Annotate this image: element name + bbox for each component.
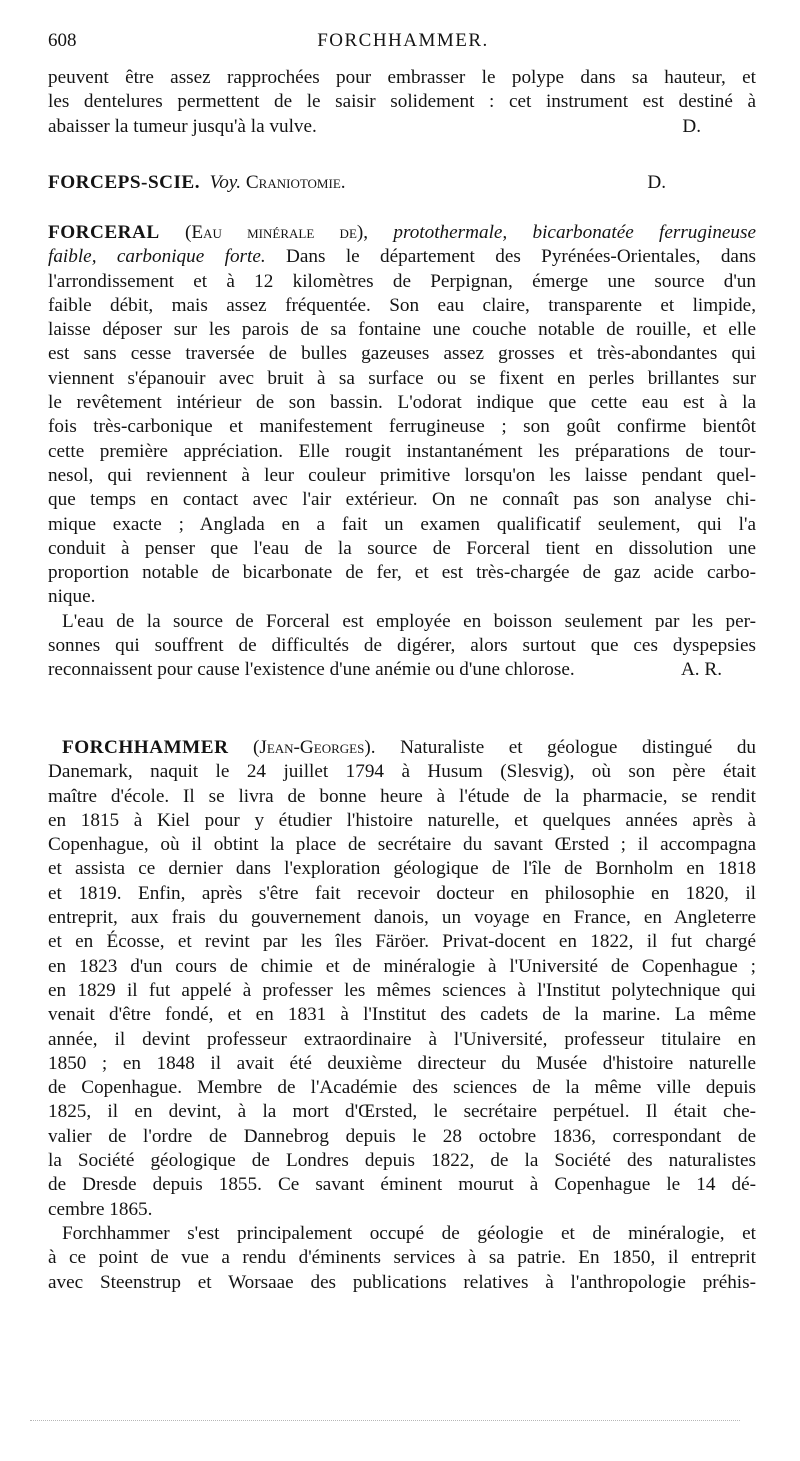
running-head xyxy=(48,30,758,56)
text-line-content: abaisser la tumeur jusqu'à la vulve. xyxy=(48,115,317,137)
see-also-label: Voy. xyxy=(209,172,242,193)
text-line: Copenhague, où il obtint la place de secrétaire du savant Œrsted ; il accompagna xyxy=(48,834,756,856)
text-line: peuvent être assez rapprochées pour embrasser le polype dans sa hauteur, et xyxy=(48,67,756,88)
text-line xyxy=(48,736,756,760)
text-line: année, il devint professeur extraordinaire à l'Université, professeur titulaire en xyxy=(48,1028,756,1050)
text-line: mique exacte ; Anglada en a fait un examen qualificatif seulement, qui l'a xyxy=(48,513,756,535)
text-line: avec Steenstrup et Worsaae des publications relatives à l'anthropologie préhis- xyxy=(48,1271,756,1293)
entry-qualifier: (Eau minérale de), xyxy=(184,222,369,243)
text-line: en 1823 d'un cours de chimie et de minéralogie à l'Université de Copenhague ; xyxy=(48,955,756,977)
entry-qualifier: (Jean-Georges). xyxy=(252,737,376,758)
text-line: maître d'école. Il se livra de bonne heure à l'étude de la pharmacie, se rendit xyxy=(48,785,756,807)
text-line: laisse déposer sur les parois de sa fontaine une couche notable de rouille, et elle xyxy=(48,319,756,341)
text-line xyxy=(48,221,756,245)
text-line: le revêtement intérieur de son bassin. L'odorat indique que cette eau est à la xyxy=(48,392,756,414)
text-line: Forchhammer s'est principalement occupé de géologie et de minéralogie, et xyxy=(62,1222,756,1244)
text-line-content: Dans le département des Pyrénées-Orientales, dans xyxy=(286,246,756,268)
text-line: sonnes qui souffrent de difficultés de digérer, alors surtout que ces dyspepsies xyxy=(48,635,756,657)
entry-headword: FORCERAL xyxy=(48,222,160,243)
text-line: que temps en contact avec l'air extérieur. On ne connaît pas son analyse chi- xyxy=(48,489,756,511)
text-line: nesol, qui reviennent à leur couleur primitive lorsqu'on les laisse pendant quel- xyxy=(48,464,756,486)
text-line: viennent s'épanouir avec bruit à sa surface ou se fixent en perles brillantes sur xyxy=(48,367,756,389)
author-signature: D. xyxy=(647,172,666,193)
text-line: l'arrondissement et à 12 kilomètres de Perpignan, émerge une source d'un xyxy=(48,270,756,292)
text-line: Danemark, naquit le 24 juillet 1794 à Husum (Slesvig), où son père était xyxy=(48,761,756,783)
text-line: en 1829 il fut appelé à professer les mêmes sciences à l'Institut polytechnique qui xyxy=(48,979,756,1001)
text-line-content: Naturaliste et géologue distingué du xyxy=(400,737,757,758)
text-line: conduit à penser que l'eau de la source de Forceral tient en dissolution une xyxy=(48,537,756,559)
continuation-paragraph xyxy=(48,66,756,139)
text-line: à ce point de vue a rendu d'éminents services à sa patrie. En 1850, il entreprit xyxy=(48,1247,756,1269)
running-title: FORCHHAMMER. xyxy=(317,30,489,51)
text-line: de Dresde depuis 1855. Ce savant éminent mourut à Copenhague le 14 dé- xyxy=(48,1174,756,1196)
text-line: fois très-carbonique et manifestement ferrugineuse ; son goût confirme bientôt xyxy=(48,416,756,438)
text-line-content: reconnaissent pour cause l'existence d'une anémie ou d'une chlorose. xyxy=(48,659,575,681)
text-line xyxy=(48,115,756,139)
text-line xyxy=(48,245,756,269)
text-line: faible débit, mais assez fréquentée. Son eau claire, transparente et limpide, xyxy=(48,294,756,316)
text-line: cette première appréciation. Elle rougit instantanément les préparations de tour- xyxy=(48,440,756,462)
entry-description-cont: faible, carbonique forte. xyxy=(48,246,266,268)
text-line: de Copenhague. Membre de l'Académie des sciences de la même ville depuis xyxy=(48,1077,756,1099)
text-line: cembre 1865. xyxy=(48,1198,153,1220)
entry-headword: FORCEPS-SCIE. xyxy=(48,172,201,193)
entry-headword: FORCHHAMMER xyxy=(62,737,229,758)
entry-forceps-scie xyxy=(48,171,756,195)
entry-forceral xyxy=(48,221,756,683)
bottom-margin-artifact xyxy=(30,1420,740,1423)
page-number: 608 xyxy=(48,30,77,51)
text-line: entreprit, aux frais du gouvernement danois, un voyage en France, en Angleterre xyxy=(48,907,756,929)
text-line: proportion notable de bicarbonate de fer, et est très-chargée de gaz acide carbo- xyxy=(48,562,756,584)
text-line: venait d'être fondé, et en 1831 à l'Institut des cadets de la marine. La même xyxy=(48,1004,756,1026)
text-line: 1825, il en devint, à la mort d'Œrsted, le secrétaire perpétuel. Il était che- xyxy=(48,1101,756,1123)
text-line: valier de l'ordre de Dannebrog depuis le 28 octobre 1836, correspondant de xyxy=(48,1125,756,1147)
text-line xyxy=(48,658,756,682)
cross-reference: Craniotomie. xyxy=(245,172,346,193)
text-line: et en Écosse, et revint par les îles Färöer. Privat-docent en 1822, il fut chargé xyxy=(48,931,756,953)
text-line: 1850 ; en 1848 il avait été deuxième directeur du Musée d'histoire naturelle xyxy=(48,1052,756,1074)
text-line: la Société géologique de Londres depuis 1822, de la Société des naturalistes xyxy=(48,1150,756,1172)
entry-forchhammer xyxy=(48,736,756,1295)
text-line: est sans cesse traversée de bulles gazeuses assez grosses et très-abondantes qui xyxy=(48,343,756,365)
author-signature: D. xyxy=(682,115,701,137)
entry-description: protothermale, bicarbonatée ferrugineuse xyxy=(393,222,757,243)
author-signature: A. R. xyxy=(680,659,722,681)
text-line xyxy=(48,171,756,195)
text-line: les dentelures permettent de le saisir solidement : cet instrument est destiné à xyxy=(48,91,756,113)
text-line: et assista ce dernier dans l'exploration géologique de l'île de Bornholm en 1818 xyxy=(48,858,756,880)
text-line: L'eau de la source de Forceral est employée en boisson seulement par les per- xyxy=(62,610,756,632)
text-line: et 1819. Enfin, après s'être fait recevoir docteur en philosophie en 1820, il xyxy=(48,882,756,904)
text-line: en 1815 à Kiel pour y étudier l'histoire naturelle, et quelques années après à xyxy=(48,809,756,831)
text-line: nique. xyxy=(48,586,96,608)
